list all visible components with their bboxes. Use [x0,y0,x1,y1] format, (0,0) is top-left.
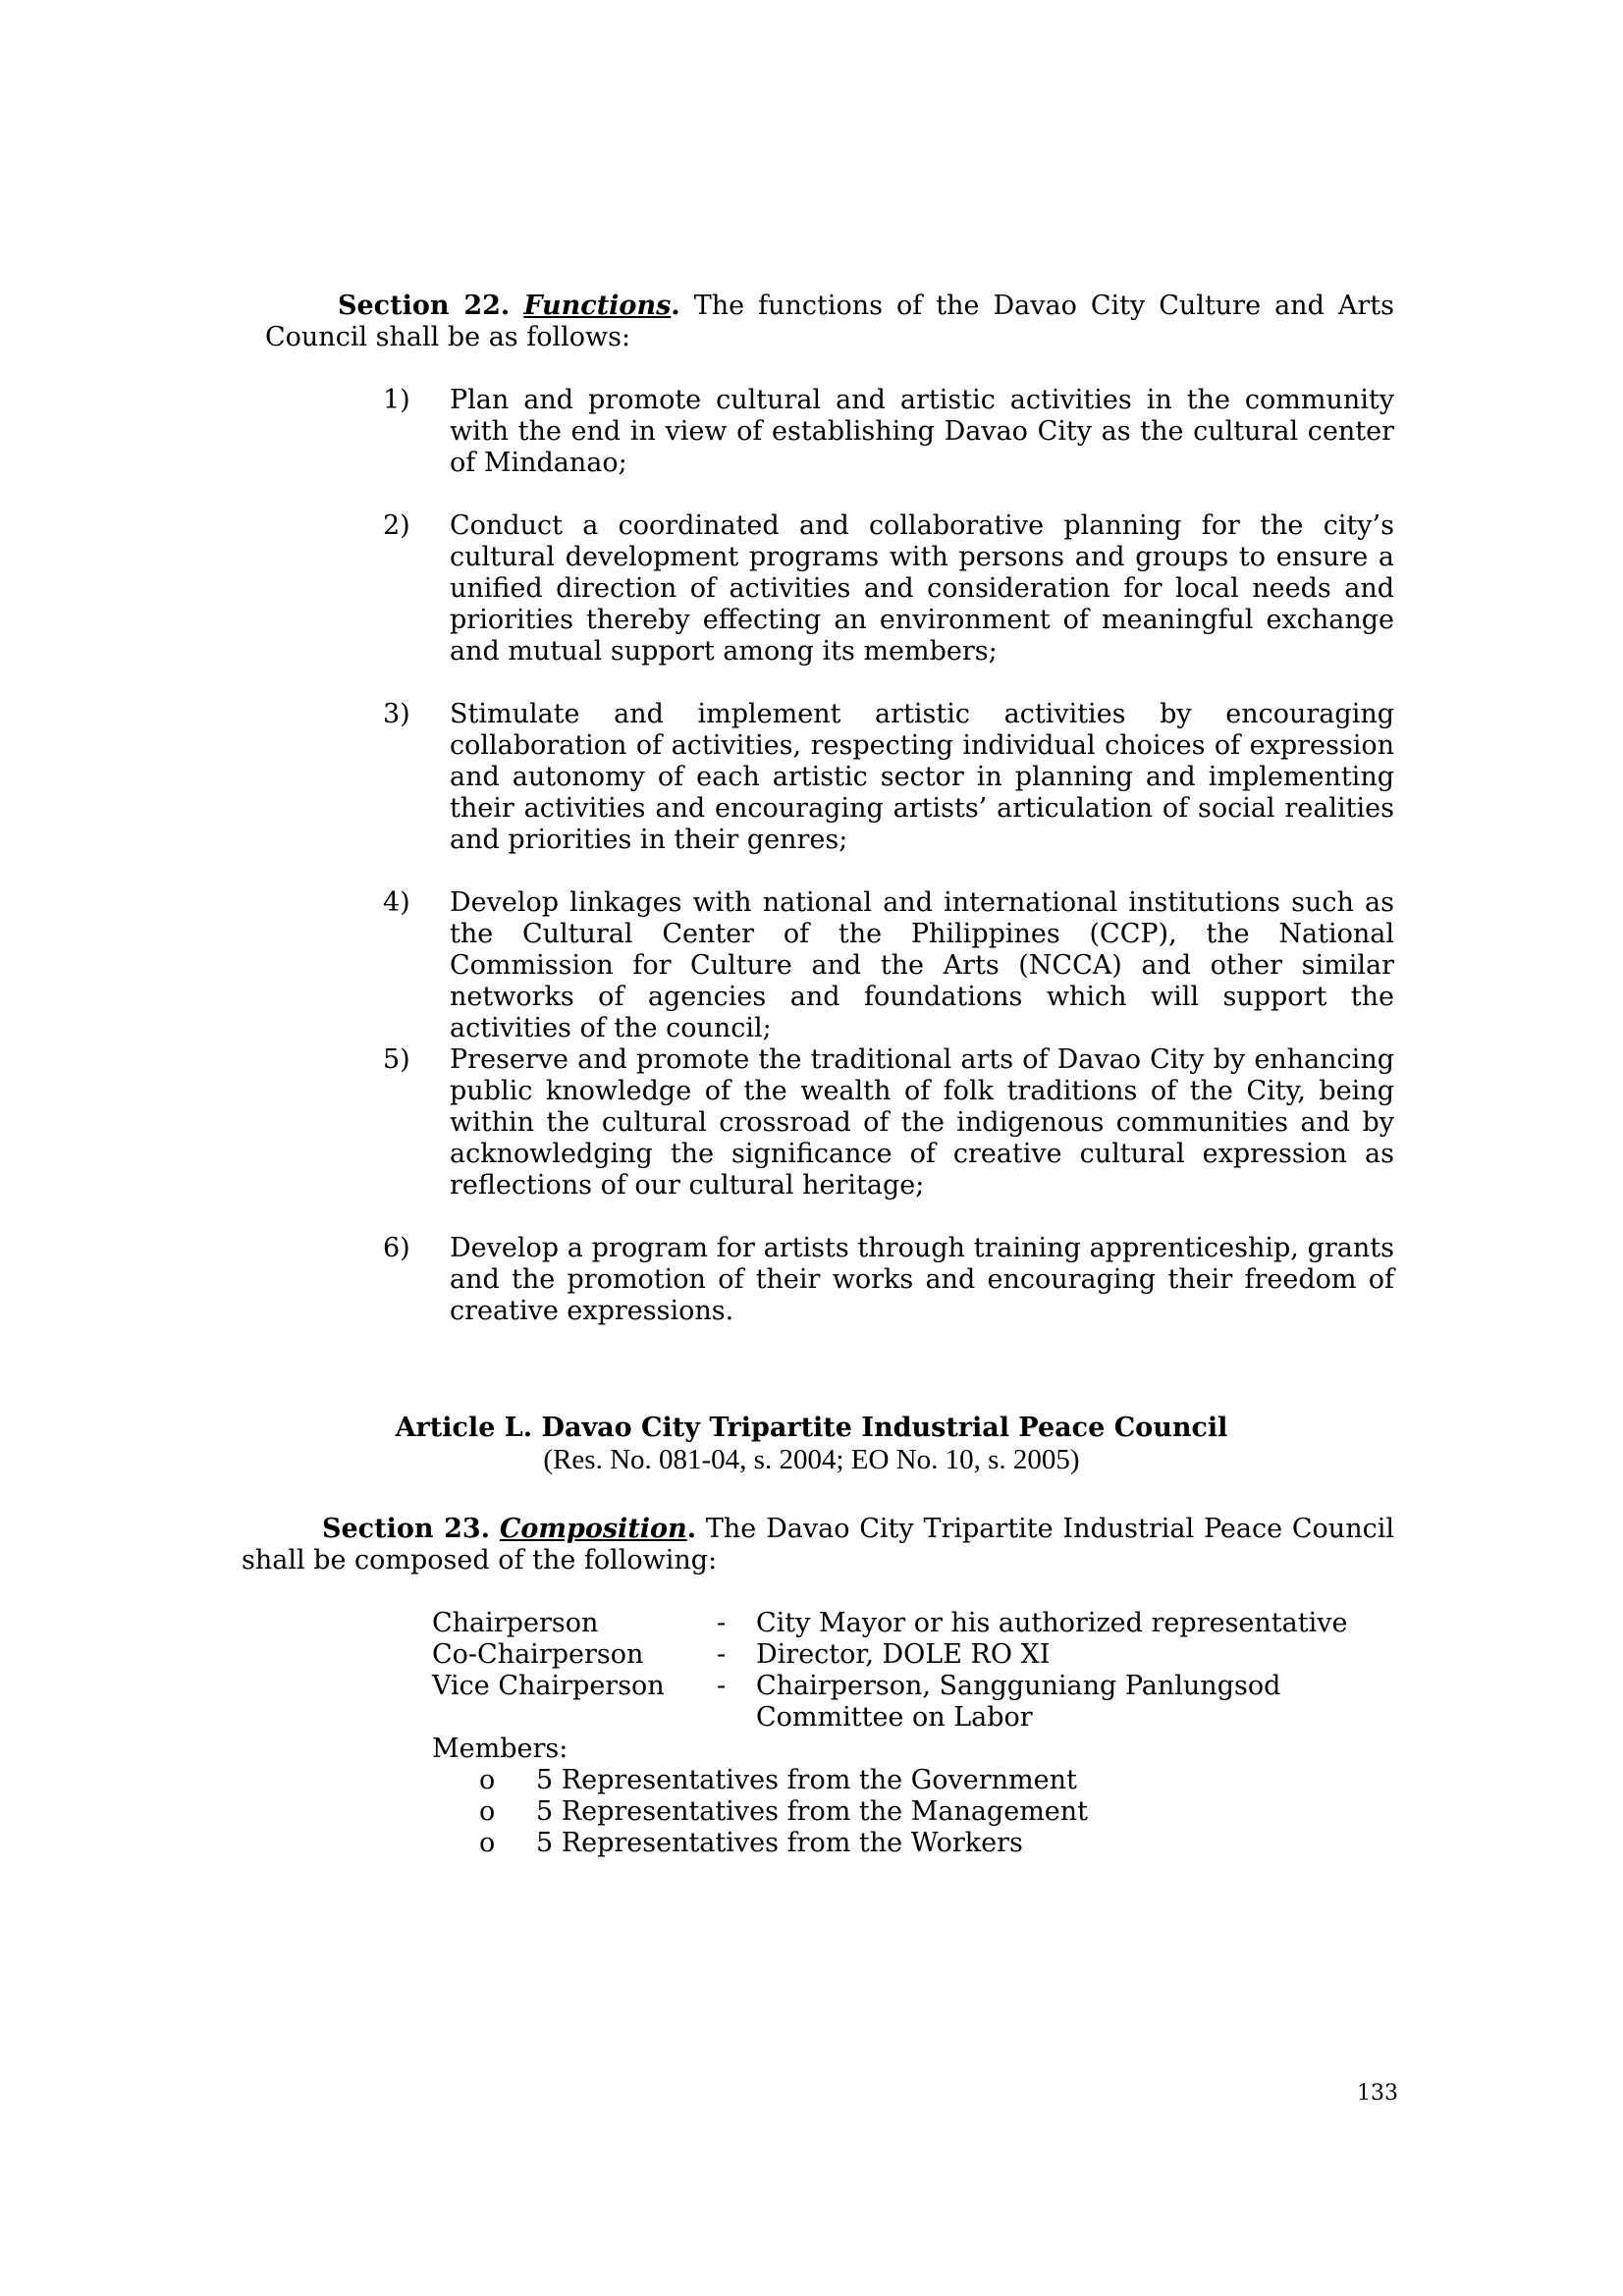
composition-dash: - [717,1608,727,1638]
member-text: 5 Representatives from the Workers [536,1828,1023,1858]
page-number: 133 [1357,2081,1398,2106]
composition-list [432,1608,1394,1859]
section-22 [242,291,1394,353]
composition-value: City Mayor or his authorized representative [756,1608,1348,1638]
composition-row [432,1671,1394,1734]
section-23-title: Composition [499,1514,687,1544]
article-heading [0,1413,1623,1475]
members-list [432,1765,1394,1859]
section-23-intro-rest: shall be composed of the following: [242,1545,718,1575]
members-list-item [432,1765,1394,1796]
composition-value: Chairperson, Sangguniang Panlungsod Committee on Labor [756,1671,1281,1733]
item-text: Conduct a coordinated and collaborative planning for the city’s cultural development programs with persons and groups to ensure a unified direction of activities and consideration for local needs and priorities thereby effecting an environment of meaningful exchange and mutual support among its members; [450,510,1394,667]
section-22-intro-first: The functions of the Davao City Culture and Arts [693,291,1394,321]
section-23-label: Section 23. [322,1514,491,1544]
item-number: 5) [383,1044,410,1075]
bullet-icon: o [479,1765,496,1795]
item-text: Plan and promote cultural and artistic activities in the community with the end in view of establishing Davao City as the cultural center of Mindanao; [450,385,1394,478]
section-22-intro: Section 22. Functions. The functions of the Davao City Culture and Arts Council shall be as follows: [265,291,1394,352]
bullet-icon: o [479,1828,496,1858]
section-23-intro-first: The Davao City Tripartite Industrial Peace Council [705,1514,1394,1544]
members-list-item [432,1796,1394,1828]
section-22-title: Functions [523,291,672,321]
article-reference: (Res. No. 081-04, s. 2004; EO No. 10, s. 2005) [543,1444,1080,1475]
item-text: Preserve and promote the traditional arts of Davao City by enhancing public knowledge of the wealth of folk traditions of the City, being within the cultural crossroad of the indigenous communities and by acknowledging the significance of creative cultural expression as reflections of our cultural heritage; [450,1044,1394,1201]
composition-dash: - [717,1639,727,1670]
section-23 [242,1514,1394,1576]
item-text: Stimulate and implement artistic activities by encouraging collaboration of activities, respecting individual choices of expression and autonomy of each artistic sector in planning and implementing their activities and encouraging artists’ articulation of social realities and priorities in their genres; [450,699,1394,855]
composition-row [432,1608,1394,1639]
members-list-item [432,1828,1394,1859]
item-number: 1) [383,385,410,415]
item-text: Develop linkages with national and international institutions such as the Cultural Center of the Philippines (CCP), the National Commission for Culture and the Arts (NCCA) and other similar networks of agencies and foundations which will support the activities of the council; [450,887,1394,1043]
item-number: 4) [383,887,410,918]
members-label: Members: [432,1734,568,1764]
item-number: 2) [383,510,410,541]
functions-item-1 [383,385,1394,479]
composition-row [432,1639,1394,1671]
section-22-label: Section 22. [338,291,511,321]
member-text: 5 Representatives from the Government [536,1765,1077,1795]
composition-value: Director, DOLE RO XI [756,1639,1051,1670]
functions-item-5 [383,1044,1394,1201]
functions-item-2 [383,510,1394,667]
item-text: Develop a program for artists through training apprenticeship, grants and the promotion of their works and encouraging their freedom of creative expressions. [450,1233,1394,1326]
functions-item-6 [383,1233,1394,1327]
composition-role: Chairperson [432,1608,599,1638]
composition-role: Co-Chairperson [432,1639,644,1670]
article-title: Article L. Davao City Tripartite Industrial Peace Council [395,1413,1228,1443]
functions-item-3 [383,699,1394,856]
section-22-intro-rest: Council shall be as follows: [265,322,631,352]
item-number: 6) [383,1233,410,1263]
composition-dash: - [717,1671,727,1701]
functions-item-4 [383,887,1394,1044]
composition-role: Vice Chairperson [432,1671,665,1701]
section-23-intro: Section 23. Composition. The Davao City Tripartite Industrial Peace Council shall be composed of the following: [242,1514,1394,1575]
item-number: 3) [383,699,410,729]
bullet-icon: o [479,1796,496,1827]
member-text: 5 Representatives from the Management [536,1796,1089,1827]
